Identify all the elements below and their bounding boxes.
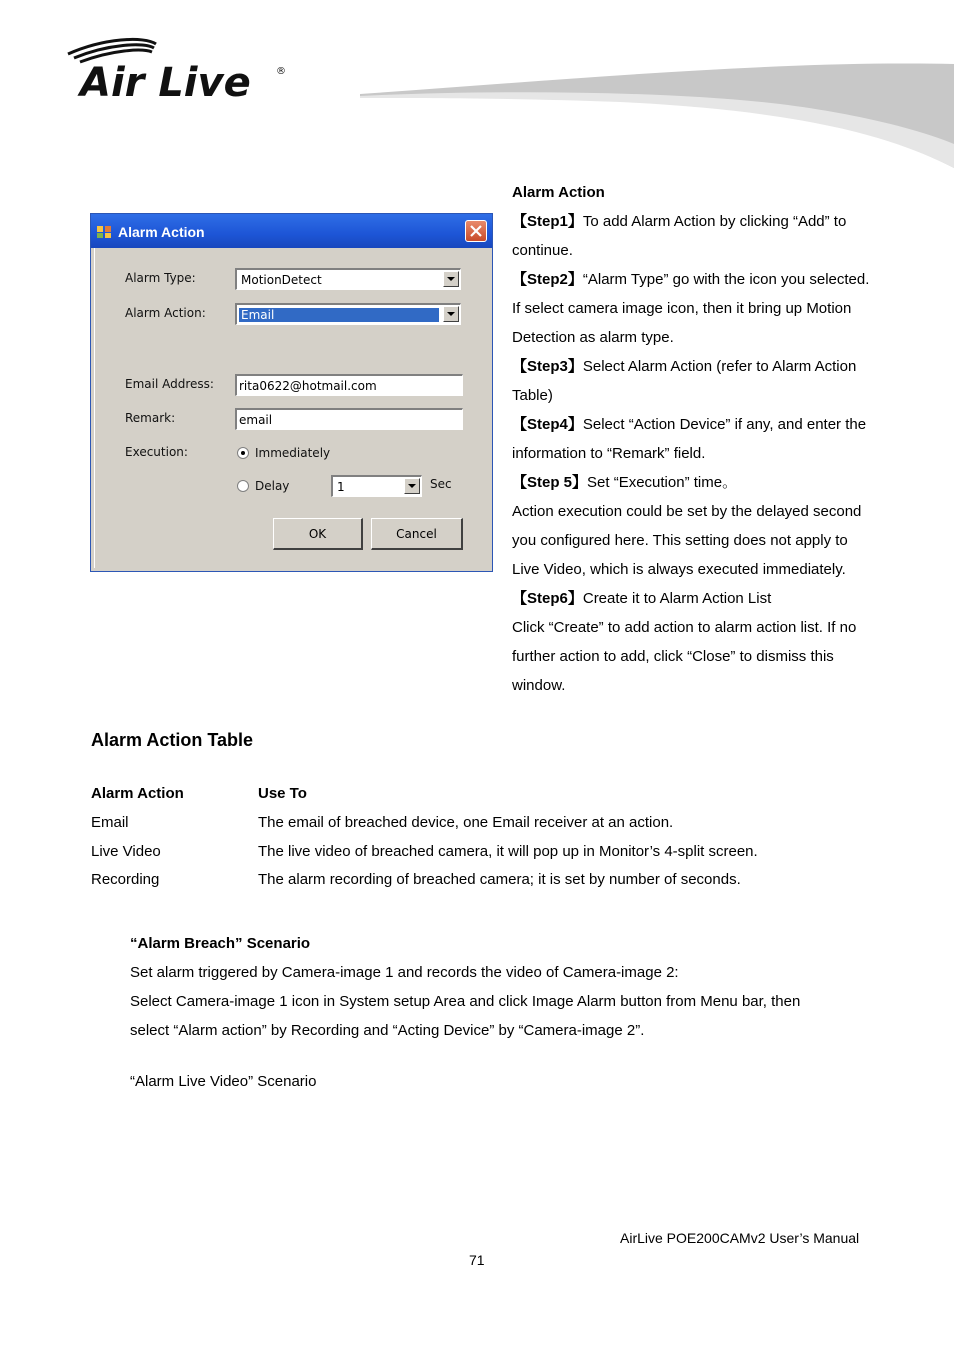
table-cell: Email <box>91 814 129 831</box>
execution-label: Execution: <box>125 445 188 459</box>
instruction-line <box>512 497 912 526</box>
table-header-cell: Use To <box>258 785 307 802</box>
page-number: 71 <box>469 1252 485 1268</box>
instruction-line <box>512 584 912 613</box>
dialog-body <box>94 248 490 568</box>
scenario-line: Set alarm triggered by Camera-image 1 and records the video of Camera-image 2: <box>130 964 679 981</box>
table-cell: Live Video <box>91 843 161 860</box>
dialog-title: Alarm Action <box>118 224 205 240</box>
alarm-action-value: Email <box>239 308 439 322</box>
app-icon <box>96 223 112 239</box>
instructions-column <box>512 178 912 700</box>
dialog-title-bar[interactable] <box>91 214 492 248</box>
instruction-line <box>512 526 912 555</box>
alarm-action-label: Alarm Action: <box>125 306 206 320</box>
remark-label: Remark: <box>125 411 176 425</box>
close-button[interactable] <box>465 220 487 242</box>
alarm-type-value: MotionDetect <box>241 273 322 287</box>
header-swoosh <box>360 60 954 170</box>
instruction-line <box>512 265 912 294</box>
table-row <box>91 871 851 900</box>
close-icon <box>470 225 482 237</box>
instruction-text: Select Alarm Action (refer to Alarm Action <box>582 358 857 375</box>
table-section-title: Alarm Action Table <box>91 730 254 750</box>
instruction-text: Set “Execution” time。 <box>587 474 738 491</box>
instruction-line <box>512 323 912 352</box>
delay-label: Delay <box>255 479 290 493</box>
step-marker: 【Step3】 <box>512 358 583 375</box>
chevron-down-icon[interactable] <box>443 306 459 322</box>
ok-button[interactable]: OK <box>273 518 363 550</box>
instruction-text: window. <box>512 677 566 694</box>
step-marker: 【Step4】 <box>512 416 583 433</box>
sec-label: Sec <box>430 477 452 491</box>
instruction-line <box>512 468 912 497</box>
instruction-text: Live Video, which is always executed immediately. <box>512 561 846 578</box>
immediately-radio[interactable] <box>237 447 249 459</box>
step-marker: 【Step6】 <box>512 590 583 607</box>
instruction-text: Select “Action Device” if any, and enter the <box>582 416 867 433</box>
instruction-line <box>512 439 912 468</box>
table-row <box>91 814 851 843</box>
instruction-text: Detection as alarm type. <box>512 329 674 346</box>
table-row <box>91 843 851 872</box>
delay-select[interactable] <box>331 475 422 497</box>
instruction-text: Table) <box>512 387 553 404</box>
instruction-text: “Alarm Type” go with the icon you selected. <box>582 271 870 288</box>
alarm-action-dialog <box>90 213 493 572</box>
table-header-cell: Alarm Action <box>91 785 184 802</box>
alarm-live-video-scenario-title: “Alarm Live Video” Scenario <box>130 1073 317 1090</box>
scenario-title: “Alarm Breach” Scenario <box>130 935 311 952</box>
alarm-breach-scenario <box>130 929 890 1045</box>
instruction-text: Click “Create” to add action to alarm action list. If no <box>512 619 857 636</box>
scenario-line: select “Alarm action” by Recording and “Acting Device” by “Camera-image 2”. <box>130 1022 645 1039</box>
instruction-text: Create it to Alarm Action List <box>582 590 772 607</box>
instruction-line <box>512 642 912 671</box>
instruction-text: continue. <box>512 242 573 259</box>
chevron-down-icon[interactable] <box>443 271 459 287</box>
instruction-text: If select camera image icon, then it bring up Motion <box>512 300 852 317</box>
instruction-line <box>512 207 912 236</box>
instructions-heading: Alarm Action <box>512 184 605 201</box>
instruction-line <box>512 381 912 410</box>
alarm-action-select[interactable] <box>235 303 461 325</box>
svg-text:Air Live: Air Live <box>80 60 251 102</box>
table-cell: Recording <box>91 871 160 888</box>
instruction-text: further action to add, click “Close” to dismiss this <box>512 648 834 665</box>
airlive-logo <box>64 36 294 102</box>
delay-value: 1 <box>337 480 345 494</box>
delay-radio[interactable] <box>237 480 249 492</box>
cancel-button[interactable]: Cancel <box>371 518 463 550</box>
step-marker: 【Step1】 <box>512 213 583 230</box>
manual-footer: AirLive POE200CAMv2 User’s Manual <box>620 1230 860 1246</box>
instruction-text: To add Alarm Action by clicking “Add” to <box>582 213 847 230</box>
instruction-text: information to “Remark” field. <box>512 445 706 462</box>
instruction-line <box>512 352 912 381</box>
alarm-type-label: Alarm Type: <box>125 271 196 285</box>
email-address-label: Email Address: <box>125 377 214 391</box>
step-marker: 【Step 5】 <box>512 474 588 491</box>
remark-value: email <box>239 413 273 427</box>
table-cell: The alarm recording of breached camera; it is set by number of seconds. <box>258 871 741 888</box>
table-cell: The email of breached device, one Email receiver at an action. <box>258 814 674 831</box>
svg-text:®: ® <box>276 66 286 77</box>
alarm-type-select[interactable] <box>235 268 461 290</box>
instruction-line <box>512 236 912 265</box>
instruction-text: you configured here. This setting does not apply to <box>512 532 848 549</box>
instruction-line <box>512 555 912 584</box>
instruction-line <box>512 613 912 642</box>
table-cell: The live video of breached camera, it will pop up in Monitor’s 4-split screen. <box>258 843 758 860</box>
immediately-label: Immediately <box>255 446 331 460</box>
chevron-down-icon[interactable] <box>404 478 420 494</box>
instruction-line <box>512 410 912 439</box>
email-address-value: rita0622@hotmail.com <box>239 379 377 393</box>
instruction-text: Action execution could be set by the delayed second <box>512 503 862 520</box>
instruction-line <box>512 294 912 323</box>
instruction-lines <box>512 207 912 700</box>
step-marker: 【Step2】 <box>512 271 583 288</box>
email-address-input[interactable] <box>235 374 463 396</box>
instruction-line <box>512 671 912 700</box>
remark-input[interactable] <box>235 408 463 430</box>
table-header-row <box>91 785 851 814</box>
scenario-line: Select Camera-image 1 icon in System setup Area and click Image Alarm button from Menu bar, then <box>130 993 801 1010</box>
